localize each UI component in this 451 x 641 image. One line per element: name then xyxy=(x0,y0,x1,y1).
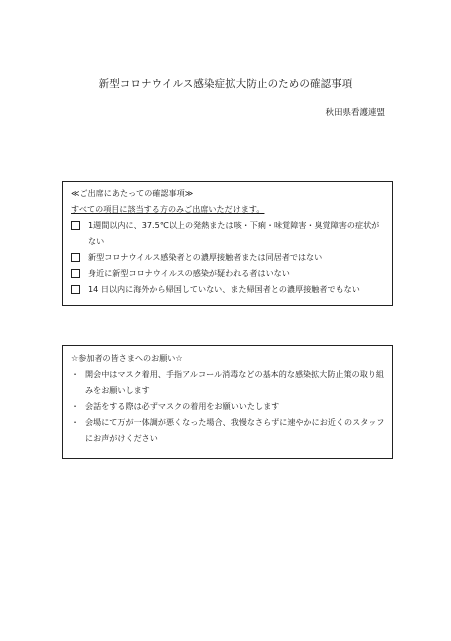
checkbox[interactable] xyxy=(71,253,80,262)
checkbox[interactable] xyxy=(71,221,80,230)
checkbox[interactable] xyxy=(71,269,80,278)
request-item-text: 開会中はマスク着用、手指アルコール消毒などの基本的な感染拡大防止策の取り組みをお願いします xyxy=(85,369,384,395)
request-heading: ☆参加者の皆さまへのお願い☆ xyxy=(71,353,183,363)
page-title: 新型コロナウイルス感染症拡大防止のための確認事項 xyxy=(98,78,353,90)
request-item xyxy=(71,398,386,414)
bullet-mark: ・ xyxy=(71,401,80,411)
request-item xyxy=(71,414,386,446)
checklist-item xyxy=(71,249,386,265)
request-item xyxy=(71,366,386,398)
organization-name: 秋田県看護連盟 xyxy=(325,108,385,118)
checklist-item-label: 1週間以内に、37.5℃以上の発熱または咳・下痢・味覚障害・臭覚障害の症状がない xyxy=(88,220,380,246)
checklist-item xyxy=(71,281,386,297)
checklist-item-label: 身近に新型コロナウイルスの感染が疑われる者はいない xyxy=(88,268,290,278)
bullet-mark: ・ xyxy=(71,369,80,379)
checklist-item-label: 14 日以内に海外から帰国していない、また帰国者との濃厚接触者でもない xyxy=(88,284,360,294)
checkbox[interactable] xyxy=(71,285,80,294)
confirmation-heading: ≪ご出席にあたっての確認事項≫ xyxy=(71,188,194,198)
checklist-item xyxy=(71,265,386,281)
request-item-text: 会話をする際は必ずマスクの着用をお願いいたします xyxy=(85,401,280,411)
confirmation-intro: すべての項目に該当する方のみご出席いただけます。 xyxy=(71,204,265,214)
request-item-text: 会場にて万が一体調が悪くなった場合、我慢なさらずに速やかにお近くのスタッフにお声がけください xyxy=(85,417,385,443)
request-box xyxy=(62,345,393,459)
confirmation-box xyxy=(62,181,393,306)
bullet-mark: ・ xyxy=(71,417,80,427)
checklist-item xyxy=(71,217,386,249)
checklist-item-label: 新型コロナウイルス感染者との濃厚接触者または同居者ではない xyxy=(88,252,323,262)
